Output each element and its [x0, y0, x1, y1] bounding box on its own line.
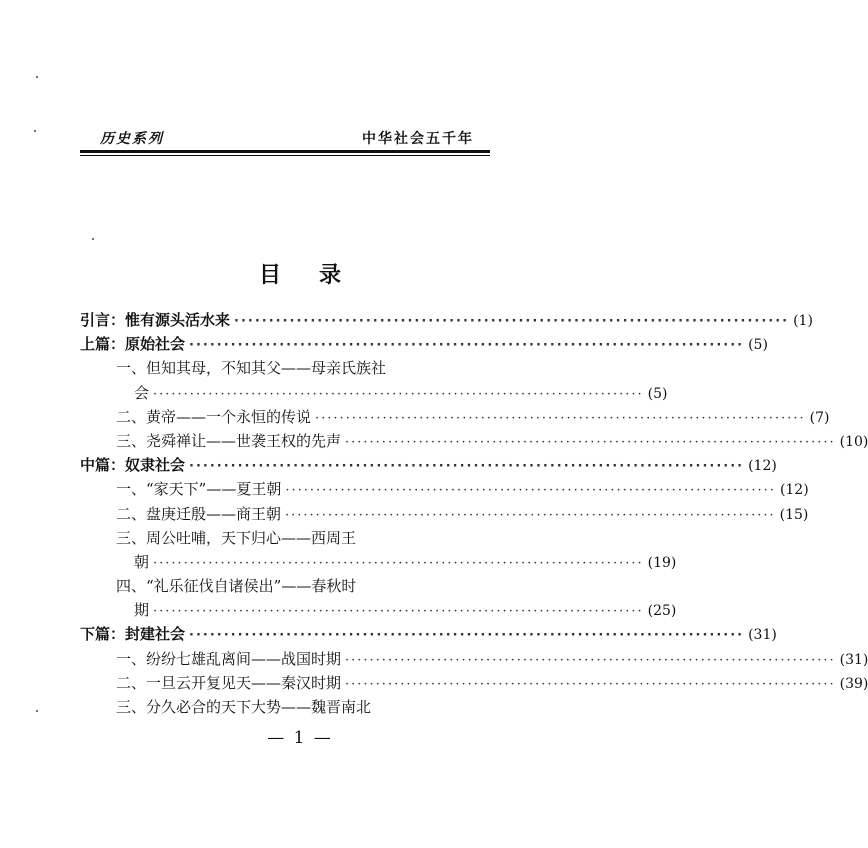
toc-entry — [80, 695, 488, 719]
toc-entry-title: 中篇：奴隶社会 — [80, 456, 186, 475]
scan-speck — [36, 710, 38, 712]
toc-entry — [80, 405, 830, 429]
toc-entry-title: 二、黄帝——一个永恒的传说 — [116, 407, 312, 426]
toc-page-number: (1) — [793, 313, 813, 329]
scan-speck — [36, 76, 38, 78]
scan-speck — [92, 238, 94, 240]
toc-page-number: (7) — [809, 409, 830, 426]
toc-entry-title: 四、“礼乐征伐自诸侯出”——春秋时 — [116, 577, 357, 596]
dot-leader: ················································································ — [234, 314, 790, 329]
dot-leader: ················································································ — [189, 628, 745, 644]
toc-entry — [80, 477, 809, 501]
book-title: 中华社会五千年 — [362, 131, 474, 147]
toc-page-number: (12) — [748, 458, 777, 475]
toc-entry — [80, 574, 488, 598]
dot-leader: ················································································ — [153, 604, 644, 620]
dot-leader: ················································································ — [285, 483, 776, 499]
dot-leader: ················································································ — [189, 338, 745, 354]
toc-entry-title: 三、分久必合的天下大势——魏晋南北 — [116, 698, 372, 716]
toc-entry-title: 一、纷纷七雄乱离间——战国时期 — [116, 649, 342, 668]
toc-entry — [80, 598, 677, 622]
toc-page-number: (5) — [647, 385, 668, 402]
toc-part-heading — [80, 453, 777, 477]
toc-page-number: (10) — [839, 433, 868, 450]
toc-entry-title: 三、尧舜禅让——世袭王权的先声 — [116, 431, 342, 450]
header-rule-thin — [80, 155, 490, 156]
header-rule-thick — [80, 150, 490, 153]
toc-page-number: (15) — [779, 506, 809, 523]
toc-page-number: (31) — [839, 651, 868, 668]
toc-entry-title: 朝 — [134, 552, 150, 571]
toc-page-number: (31) — [748, 627, 777, 644]
toc-entry-title: 上篇：原始社会 — [80, 335, 186, 354]
toc-part-heading — [80, 622, 777, 646]
toc-entry — [80, 526, 488, 550]
toc-entry-title: 一、“家天下”——夏王朝 — [116, 480, 282, 499]
dot-leader: ················································································ — [189, 459, 745, 475]
toc-entry-title: 二、盘庚迁殷——商王朝 — [116, 504, 282, 523]
toc-entry — [80, 429, 868, 453]
toc-title: 目录 — [258, 263, 379, 288]
toc-entry — [80, 647, 868, 671]
scan-speck — [34, 130, 36, 132]
dot-leader: ················································································ — [315, 410, 806, 426]
toc-entry-title: 二、一旦云开复见天——秦汉时期 — [116, 673, 342, 692]
toc-entry-title: 三、周公吐哺，天下归心——西周王 — [116, 528, 357, 547]
toc-page-number: (5) — [748, 337, 768, 354]
toc-entry-title: 期 — [134, 601, 150, 620]
toc-entry-title: 会 — [134, 383, 150, 402]
series-title: 历史系列 — [100, 131, 164, 147]
dot-leader: ················································································ — [345, 676, 836, 692]
dot-leader: ················································································ — [345, 652, 836, 668]
toc-entry-title: 一、但知其母，不知其父——母亲氏族社 — [116, 359, 387, 378]
toc-part-heading — [80, 308, 813, 332]
toc-page-number: (19) — [647, 554, 677, 571]
toc-entry-title: 下篇：封建社会 — [80, 625, 186, 644]
toc-part-heading — [80, 332, 768, 356]
toc-page-number: (12) — [779, 482, 809, 499]
toc-entry — [80, 550, 677, 574]
table-of-contents — [80, 308, 868, 719]
running-header — [78, 128, 488, 152]
toc-entry — [80, 356, 488, 380]
page-number: — 1 — — [267, 728, 333, 748]
dot-leader: ················································································ — [153, 555, 644, 571]
dot-leader: ················································································ — [153, 386, 644, 402]
toc-entry — [80, 671, 868, 695]
toc-page-number: (25) — [647, 603, 677, 620]
toc-entry — [80, 381, 668, 405]
toc-entry — [80, 502, 809, 526]
dot-leader: ················································································ — [285, 507, 776, 523]
toc-page-number: (39) — [839, 675, 868, 692]
toc-entry-title: 引言：惟有源头活水来 — [80, 311, 231, 329]
dot-leader: ················································································ — [345, 434, 836, 450]
